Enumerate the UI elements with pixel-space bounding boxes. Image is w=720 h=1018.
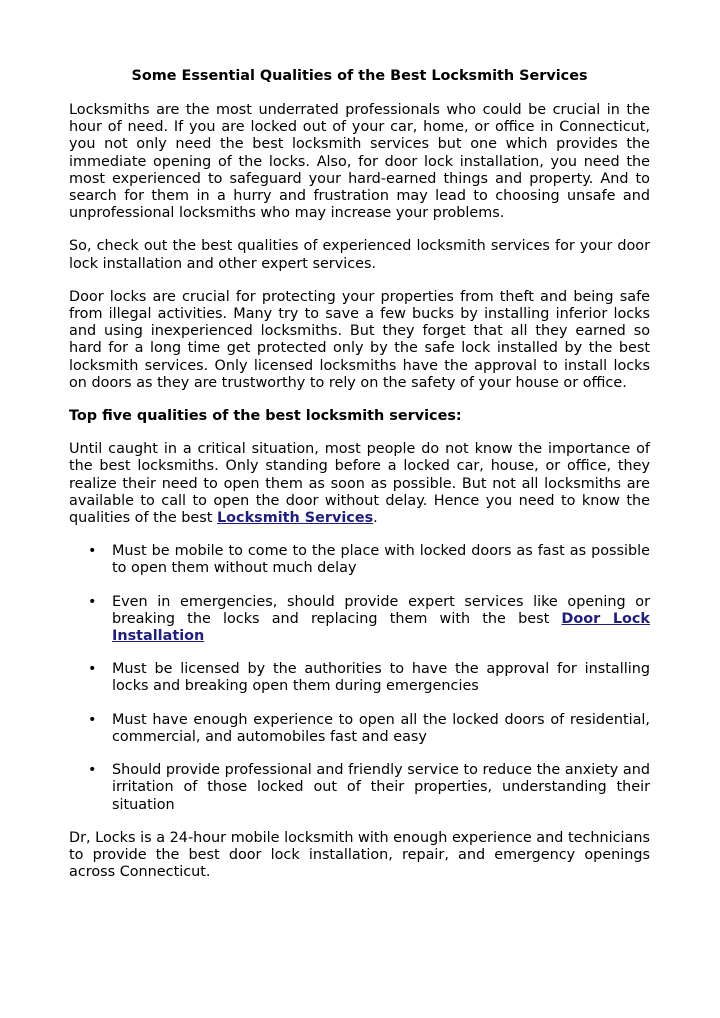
list-item-text: Must have enough experience to open all the locked doors of residential, commercial, and automobiles fast and easy	[112, 711, 650, 745]
bullet-marker: •	[88, 711, 97, 728]
door-lock-installation-link[interactable]: Door Lock Installation	[112, 610, 651, 645]
check-paragraph: So, check out the best qualities of experienced locksmith services for your door lock installation and other expert services.	[69, 238, 650, 272]
intro-paragraph: Locksmiths are the most underrated professionals who could be crucial in the hour of need. If you are locked out of your car, home, or office in Connecticut, you not only need the best locksmith services but one which provides the immediate opening of the locks. Also, for door lock installation, you need the most experienced to safeguard your hard-earned things and property. And to search for them in a hurry and frustration may lead to choosing unsafe and unprofessional locksmiths who may increase your problems.	[69, 102, 650, 222]
document-page	[69, 66, 650, 897]
document-title: Some Essential Qualities of the Best Locksmith Services	[131, 68, 588, 84]
qualities-list	[69, 543, 650, 813]
closing-paragraph: Dr, Locks is a 24-hour mobile locksmith with enough experience and technicians to provide the best door lock installation, repair, and emergency openings across Connecticut.	[69, 829, 650, 881]
qualities-subheading: Top five qualities of the best locksmith services:	[69, 408, 462, 425]
until-caught-text: Until caught in a critical situation, most people do not know the importance of the best locksmiths. Only standing before a locked car, house, or office, they realize their need to open them as soon as possible. But not all locksmiths are available to call to open the door without delay. Hence you need to know the qualities of the best	[69, 441, 650, 527]
list-item-text: Should provide professional and friendly service to reduce the anxiety and irritation of those locked out of their properties, understanding their situation	[112, 762, 650, 813]
locksmith-services-link[interactable]: Locksmith Services	[216, 510, 374, 527]
bullet-marker: •	[88, 661, 97, 678]
list-item	[69, 594, 650, 646]
list-item	[69, 661, 650, 695]
bullet-marker: •	[88, 543, 97, 560]
until-caught-paragraph	[69, 441, 650, 527]
bullet-marker: •	[88, 762, 97, 779]
bullet-marker: •	[88, 593, 97, 610]
list-item-text: Must be licensed by the authorities to have the approval for installing locks and breaking open them during emergencies	[112, 661, 650, 695]
list-item	[69, 712, 650, 746]
door-locks-paragraph: Door locks are crucial for protecting your properties from theft and being safe from illegal activities. Many try to save a few bucks by installing inferior locks and using inexperienced locksmiths. But they forget that all they earned so hard for a long time get protected only by the safe lock installed by the best locksmith services. Only licensed locksmiths have the approval to install locks on doors as they are trustworthy to rely on the safety of your house or office.	[69, 288, 650, 391]
until-caught-end: .	[373, 510, 378, 527]
list-item-text: Must be mobile to come to the place with locked doors as fast as possible to open them without much delay	[112, 543, 650, 577]
list-item-text: Even in emergencies, should provide expert services like opening or breaking the locks and replacing them with the best	[112, 593, 650, 627]
list-item	[69, 762, 650, 814]
list-item	[69, 543, 650, 577]
